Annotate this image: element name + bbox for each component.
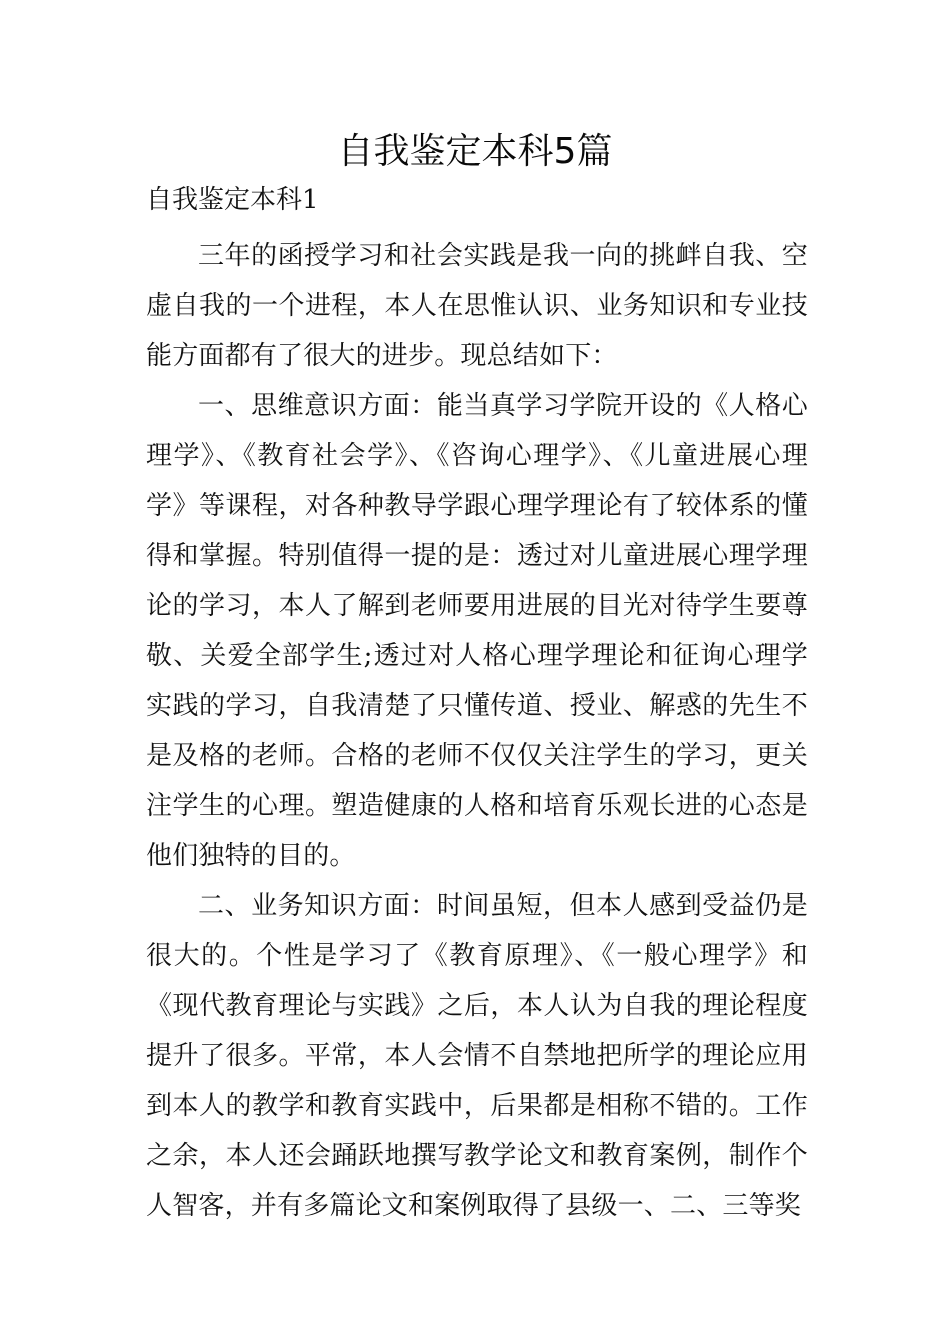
- section-heading: 自我鉴定本科1: [146, 185, 319, 215]
- document-title: 自我鉴定本科5篇: [337, 131, 613, 172]
- paragraph-business-knowledge: 二、业务知识方面：时间虽短，但本人感到受益仍是很大的。个性是学习了《教育原理》、《一般心理学》和《现代教育理论与实践》之后，本人认为自我的理论程度提升了很多。平常，本人会情不自禁地把所学的理论应用到本人的教学和教育实践中，后果都是相称不错的。工作之余，本人还会踊跃地撰写教学论文和教育案例，制作个人智客，并有多篇论文和案例取得了县级一、二、三等奖: [146, 891, 808, 1221]
- paragraph-ideology: 一、思维意识方面：能当真学习学院开设的《人格心理学》、《教育社会学》、《咨询心理学》、《儿童进展心理学》等课程，对各种教导学跟心理学理论有了较体系的懂得和掌握。特别值得一提的是：透过对儿童进展心理学理论的学习，本人了解到老师要用进展的目光对待学生要尊敬、关爱全部学生;透过对人格心理学理论和征询心理学实践的学习，自我清楚了只懂传道、授业、解惑的先生不是及格的老师。合格的老师不仅仅关注学生的学习，更关注学生的心理。塑造健康的人格和培育乐观长进的心态是他们独特的目的。: [146, 391, 808, 871]
- document-body: [146, 231, 808, 1231]
- paragraph-intro: 三年的函授学习和社会实践是我一向的挑衅自我、空虚自我的一个进程，本人在思惟认识、业务知识和专业技能方面都有了很大的进步。现总结如下：: [146, 241, 808, 371]
